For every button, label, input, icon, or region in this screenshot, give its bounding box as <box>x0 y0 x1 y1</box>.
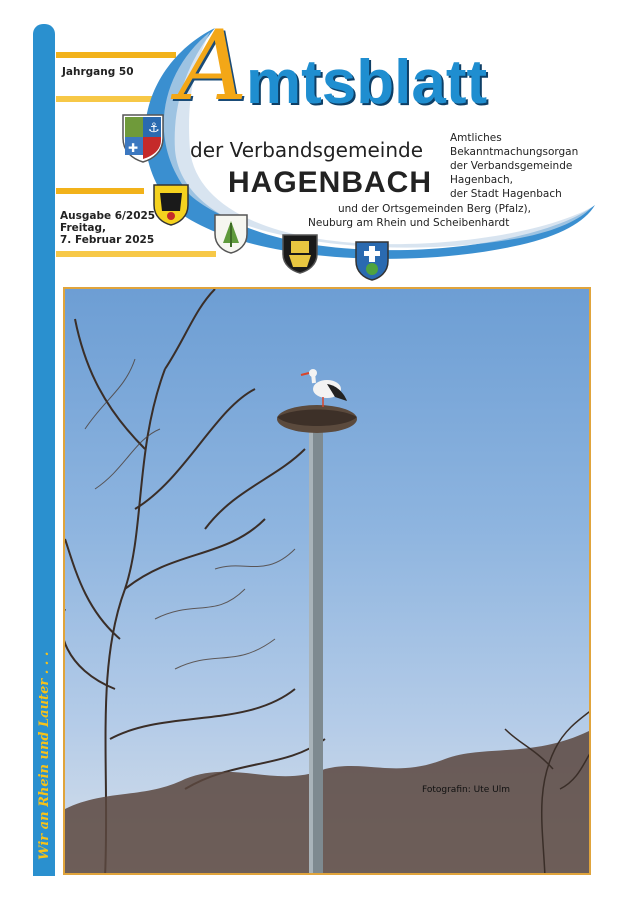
issue-date: 7. Februar 2025 <box>60 234 155 246</box>
stork-nest-photo <box>65 289 591 875</box>
coat-of-arms-neuburg-icon <box>281 233 319 275</box>
coat-of-arms-scheibenhardt-icon <box>354 240 390 282</box>
coat-of-arms-hagenbach-icon <box>152 183 190 227</box>
photo-credit: Fotografin: Ute Ulm <box>422 785 510 795</box>
description-line: der Verbandsgemeinde <box>450 160 573 172</box>
subtitle: der Verbandsgemeinde <box>190 138 423 162</box>
cover-photo <box>63 287 591 875</box>
description-line: und der Ortsgemeinden Berg (Pfalz), <box>338 203 531 215</box>
municipality-name: HAGENBACH <box>228 166 432 199</box>
svg-text:⚓: ⚓ <box>148 121 160 136</box>
coat-of-arms-verbandsgemeinde-icon <box>120 112 166 164</box>
svg-text:✚: ✚ <box>128 141 139 155</box>
sidebar-slogan: Wir an Rhein und Lauter . . . <box>37 651 52 860</box>
description-line: Bekanntmachungsorgan <box>450 146 579 158</box>
volume-label: Jahrgang 50 <box>62 66 134 78</box>
issue-number: Ausgabe 6/2025 <box>60 210 156 222</box>
title-initial: A <box>178 10 248 122</box>
description-line: der Stadt Hagenbach <box>450 188 562 200</box>
title-text: mtsblatt <box>246 48 488 117</box>
issue-weekday: Freitag, <box>60 222 107 234</box>
description-line: Hagenbach, <box>450 174 513 186</box>
coat-of-arms-berg-icon <box>213 213 249 255</box>
description-line: Neuburg am Rhein und Scheibenhardt <box>308 217 510 229</box>
description-line: Amtliches <box>450 132 502 144</box>
